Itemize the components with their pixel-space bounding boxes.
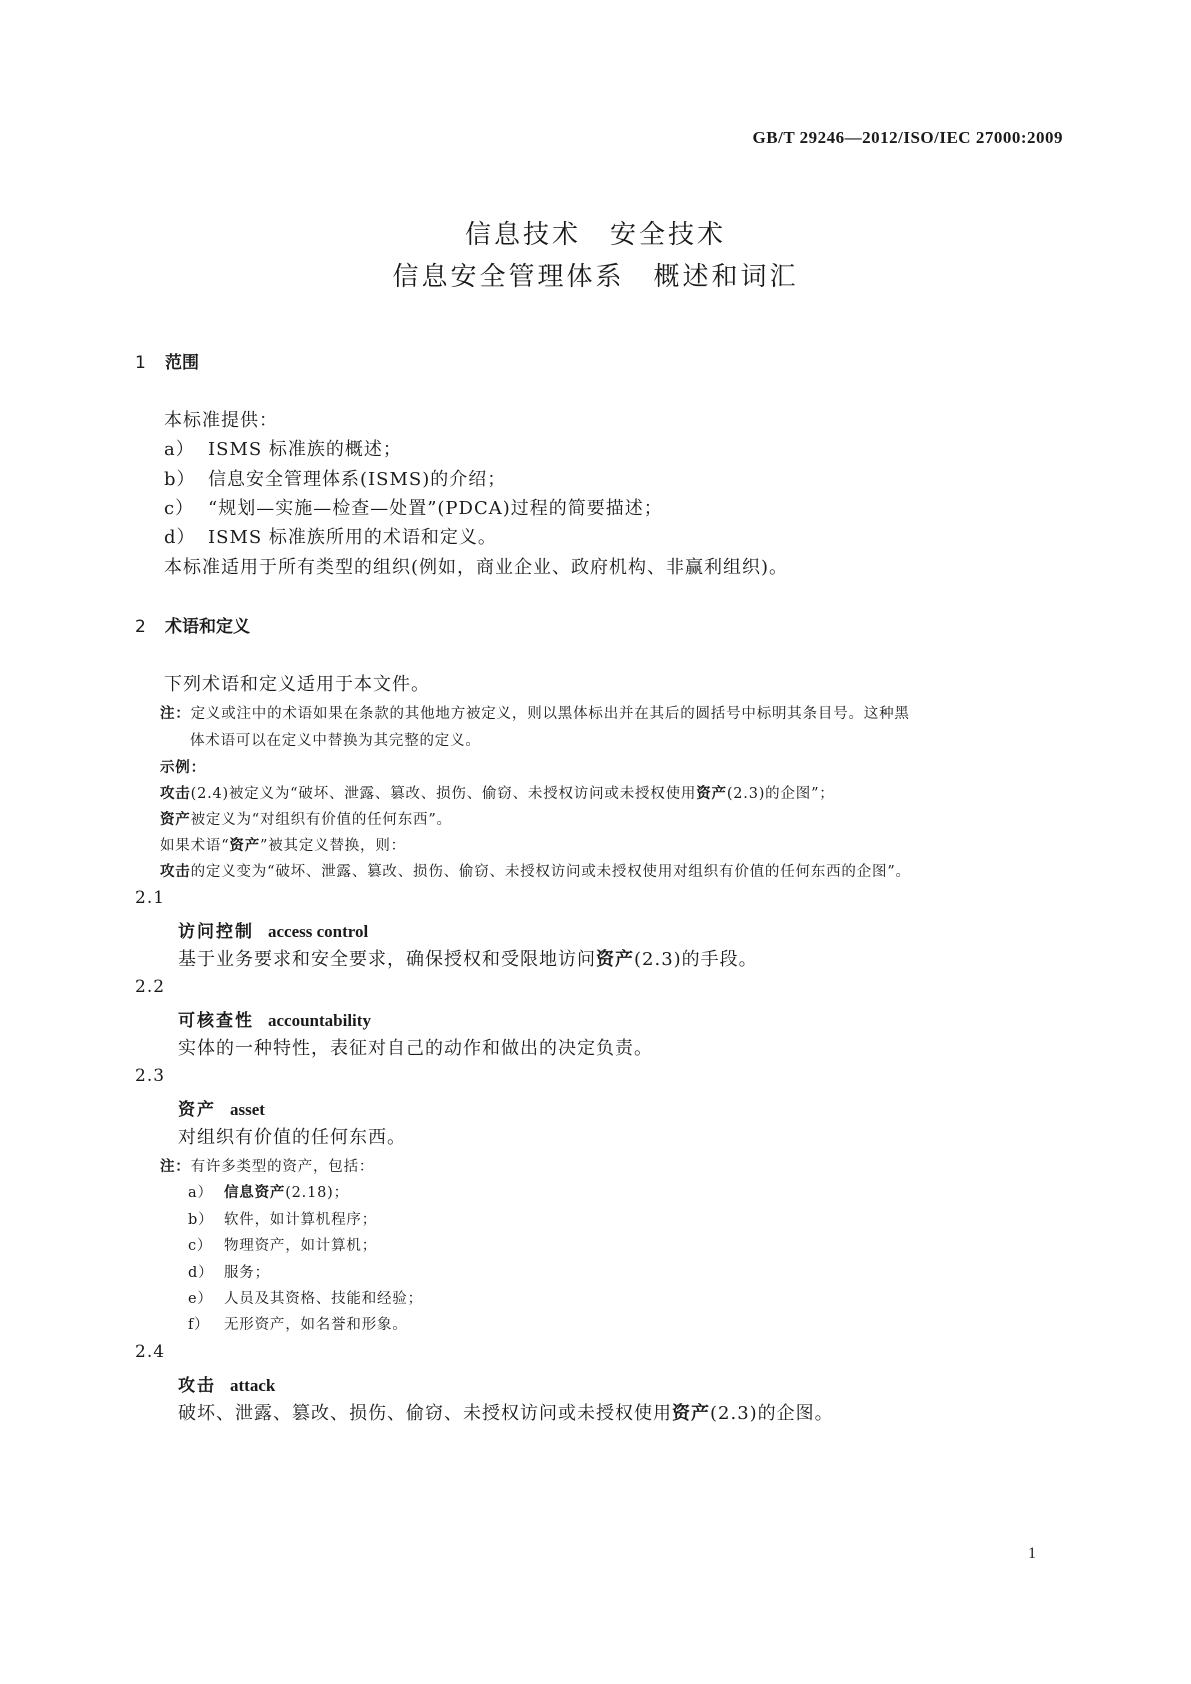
term-definition: 对组织有价值的任何东西。	[178, 1127, 406, 1148]
term-cn: 资产	[178, 1100, 216, 1120]
term-heading	[178, 1095, 265, 1120]
bold-term: 攻击	[160, 786, 191, 802]
list-label: b）	[164, 469, 196, 490]
bold-term: 资产	[160, 812, 191, 828]
example-text: ”被其定义替换，则：	[260, 838, 406, 854]
list-text: ISMS 标准族所用的术语和定义。	[208, 527, 497, 548]
example-line-2	[160, 808, 452, 829]
note-text: 有许多类型的资产，包括：	[190, 1159, 375, 1175]
list-label: d）	[164, 527, 196, 548]
list-item	[188, 1234, 377, 1255]
list-text: ISMS 标准族的概述；	[208, 439, 402, 460]
definition-text: 基于业务要求和安全要求，确保授权和受限地访问	[178, 949, 596, 970]
list-item	[188, 1181, 349, 1202]
list-item	[188, 1261, 270, 1282]
list-text: 软件，如计算机程序；	[224, 1212, 377, 1228]
list-text: 人员及其资格、技能和经验；	[224, 1291, 423, 1307]
example-label: 示例：	[160, 760, 206, 776]
list-item	[164, 465, 506, 491]
list-item	[164, 435, 402, 461]
term-en: asset	[230, 1100, 265, 1119]
list-item	[164, 523, 497, 549]
term-en: accountability	[268, 1011, 371, 1030]
definition-text: 破坏、泄露、篡改、损伤、偷窃、未授权访问或未授权使用	[178, 1403, 672, 1424]
bold-term: 攻击	[160, 864, 191, 880]
list-label: e）	[188, 1291, 213, 1307]
section-number: 2	[135, 617, 146, 637]
definition-text: (2.3)的企图。	[710, 1403, 834, 1424]
example-text: 被定义为“对组织有价值的任何东西”。	[190, 812, 452, 828]
note-line-2: 体术语可以在定义中替换为其完整的定义。	[190, 733, 481, 749]
term-number: 2.2	[135, 977, 166, 997]
term-en: attack	[230, 1376, 276, 1395]
section-title: 术语和定义	[165, 617, 250, 637]
bold-term: 资产	[696, 786, 727, 802]
example-text: 的定义变为“破坏、泄露、篡改、损伤、偷窃、未授权访问或未授权使用对组织有价值的任何东西的企图”。	[190, 864, 911, 880]
list-label: a）	[164, 439, 195, 460]
bold-term: 信息资产	[224, 1185, 286, 1201]
note-line-1	[160, 702, 910, 723]
list-text: 信息安全管理体系(ISMS)的介绍；	[208, 469, 507, 490]
page-number: 1	[1028, 1545, 1036, 1562]
section-1-intro: 本标准提供：	[164, 410, 278, 431]
term-number: 2.4	[135, 1342, 166, 1362]
example-text: 如果术语“	[160, 838, 230, 854]
term-heading	[178, 1006, 371, 1031]
list-label: c）	[188, 1238, 213, 1254]
example-text: (2.3)的企图”；	[726, 786, 835, 802]
list-item	[188, 1208, 377, 1229]
term-definition: 实体的一种特性，表征对自己的动作和做出的决定负责。	[178, 1038, 653, 1059]
list-text: “规划—实施—检查—处置”(PDCA)过程的简要描述；	[208, 498, 663, 519]
term-en: access control	[268, 922, 369, 941]
list-label: b）	[188, 1212, 214, 1228]
example-line-1	[160, 782, 835, 803]
list-item	[164, 494, 663, 520]
section-title: 范围	[165, 353, 199, 373]
bold-term: 资产	[596, 949, 634, 970]
note-label: 注：	[160, 1159, 191, 1175]
list-text: 无形资产，如名誉和形象。	[224, 1317, 408, 1333]
term-note	[160, 1155, 374, 1176]
list-label: f）	[188, 1317, 210, 1333]
standard-number: GB/T 29246—2012/ISO/IEC 27000:2009	[752, 128, 1063, 147]
section-2-heading	[135, 612, 250, 637]
section-1-heading	[135, 348, 199, 373]
title-line-1: 信息技术 安全技术	[464, 220, 726, 250]
example-line-3	[160, 834, 406, 855]
term-definition	[178, 1399, 834, 1425]
term-definition	[178, 945, 758, 971]
list-label: d）	[188, 1265, 214, 1281]
section-1-scope: 本标准适用于所有类型的组织(例如，商业企业、政府机构、非赢利组织)。	[164, 557, 789, 578]
example-text: (2.4)被定义为“破坏、泄露、篡改、损伤、偷窃、未授权访问或未授权使用	[190, 786, 697, 802]
term-heading	[178, 1371, 275, 1396]
title-line-2: 信息安全管理体系 概述和词汇	[392, 262, 799, 292]
term-cn: 攻击	[178, 1376, 216, 1396]
note-label: 注：	[160, 706, 191, 722]
term-number: 2.3	[135, 1066, 166, 1086]
note-text: 定义或注中的术语如果在条款的其他地方被定义，则以黑体标出并在其后的圆括号中标明其条目号。这种黑	[190, 706, 910, 722]
section-number: 1	[135, 353, 146, 373]
list-item	[188, 1287, 423, 1308]
term-cn: 访问控制	[178, 922, 254, 942]
list-label: c）	[164, 498, 195, 519]
term-heading	[178, 917, 368, 942]
list-text: (2.18)；	[285, 1185, 349, 1201]
section-2-intro: 下列术语和定义适用于本文件。	[164, 674, 430, 695]
list-item	[188, 1313, 408, 1334]
term-cn: 可核查性	[178, 1011, 254, 1031]
example-line-4	[160, 860, 911, 881]
list-text: 服务；	[224, 1265, 270, 1281]
bold-term: 资产	[229, 838, 261, 854]
bold-term: 资产	[672, 1403, 710, 1424]
definition-text: (2.3)的手段。	[634, 949, 758, 970]
list-label: a）	[188, 1185, 213, 1201]
list-text: 物理资产，如计算机；	[224, 1238, 377, 1254]
term-number: 2.1	[135, 888, 166, 908]
